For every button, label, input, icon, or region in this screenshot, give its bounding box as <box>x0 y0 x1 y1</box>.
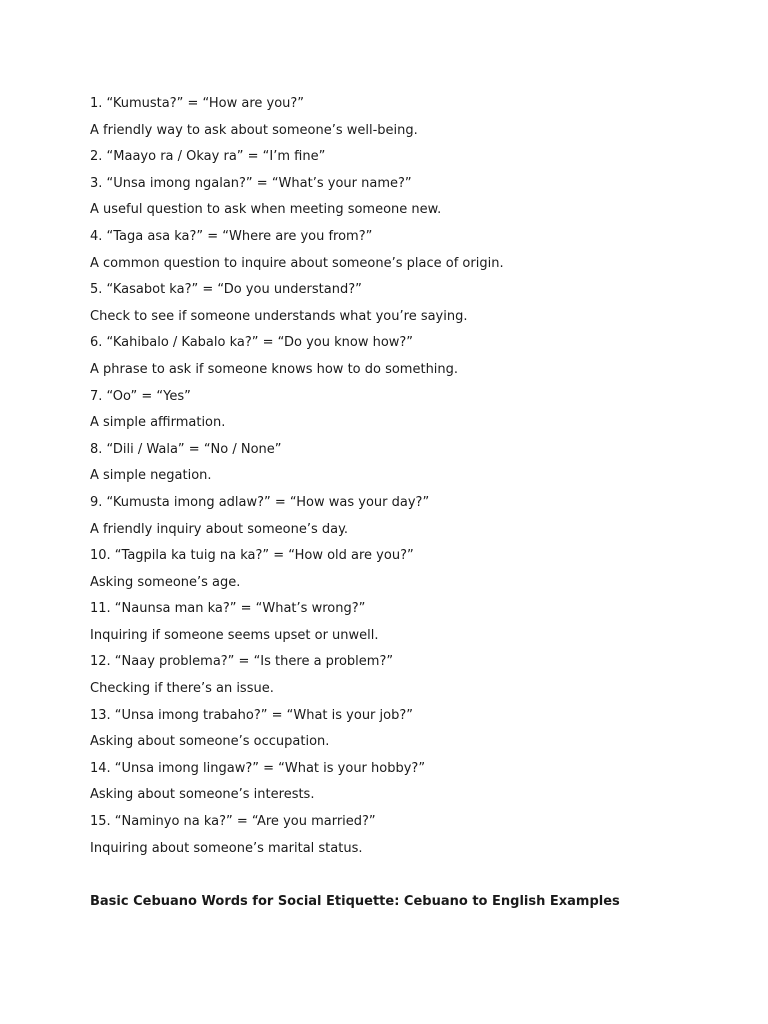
phrase-line: 6. “Kahibalo / Kabalo ka?” = “Do you know how?” <box>90 335 414 351</box>
description-line: Check to see if someone understands what you’re saying. <box>90 308 468 324</box>
description-line: Checking if there’s an issue. <box>90 681 274 697</box>
phrase-line: 3. “Unsa imong ngalan?” = “What’s your name?” <box>90 175 412 191</box>
phrase-line: 2. “Maayo ra / Okay ra” = “I’m fine” <box>90 149 326 165</box>
description-line: Asking about someone’s interests. <box>90 787 315 803</box>
phrase-line: 10. “Tagpila ka tuig na ka?” = “How old are you?” <box>90 548 414 564</box>
description-line: Asking someone’s age. <box>90 574 241 590</box>
phrase-line: 15. “Naminyo na ka?” = “Are you married?” <box>90 814 376 830</box>
phrase-line: 8. “Dili / Wala” = “No / None” <box>90 441 282 457</box>
description-line: A simple negation. <box>90 468 212 484</box>
phrase-line: 4. “Taga asa ka?” = “Where are you from?” <box>90 228 373 244</box>
phrase-line: 11. “Naunsa man ka?” = “What’s wrong?” <box>90 601 366 617</box>
phrase-line: 9. “Kumusta imong adlaw?” = “How was your day?” <box>90 494 430 510</box>
document-body <box>90 91 730 915</box>
description-line: A useful question to ask when meeting someone new. <box>90 202 442 218</box>
description-line: A friendly way to ask about someone’s well-being. <box>90 122 418 138</box>
phrase-line: 13. “Unsa imong trabaho?” = “What is your job?” <box>90 707 413 723</box>
phrase-line: 14. “Unsa imong lingaw?” = “What is your hobby?” <box>90 760 426 776</box>
description-line: Inquiring about someone’s marital status. <box>90 840 363 856</box>
phrase-line: 5. “Kasabot ka?” = “Do you understand?” <box>90 282 362 298</box>
description-line: A friendly inquiry about someone’s day. <box>90 521 349 537</box>
phrase-line: 12. “Naay problema?” = “Is there a problem?” <box>90 654 394 670</box>
description-line: A phrase to ask if someone knows how to do something. <box>90 361 459 377</box>
description-line: Asking about someone’s occupation. <box>90 734 330 750</box>
phrase-line: 1. “Kumusta?” = “How are you?” <box>90 96 305 111</box>
description-line: A common question to inquire about someone’s place of origin. <box>90 255 504 271</box>
section-heading: Basic Cebuano Words for Social Etiquette: Cebuano to English Examples <box>90 894 620 910</box>
description-line: Inquiring if someone seems upset or unwell. <box>90 627 379 643</box>
phrase-line: 7. “Oo” = “Yes” <box>90 388 191 404</box>
description-line: A simple affirmation. <box>90 415 226 431</box>
